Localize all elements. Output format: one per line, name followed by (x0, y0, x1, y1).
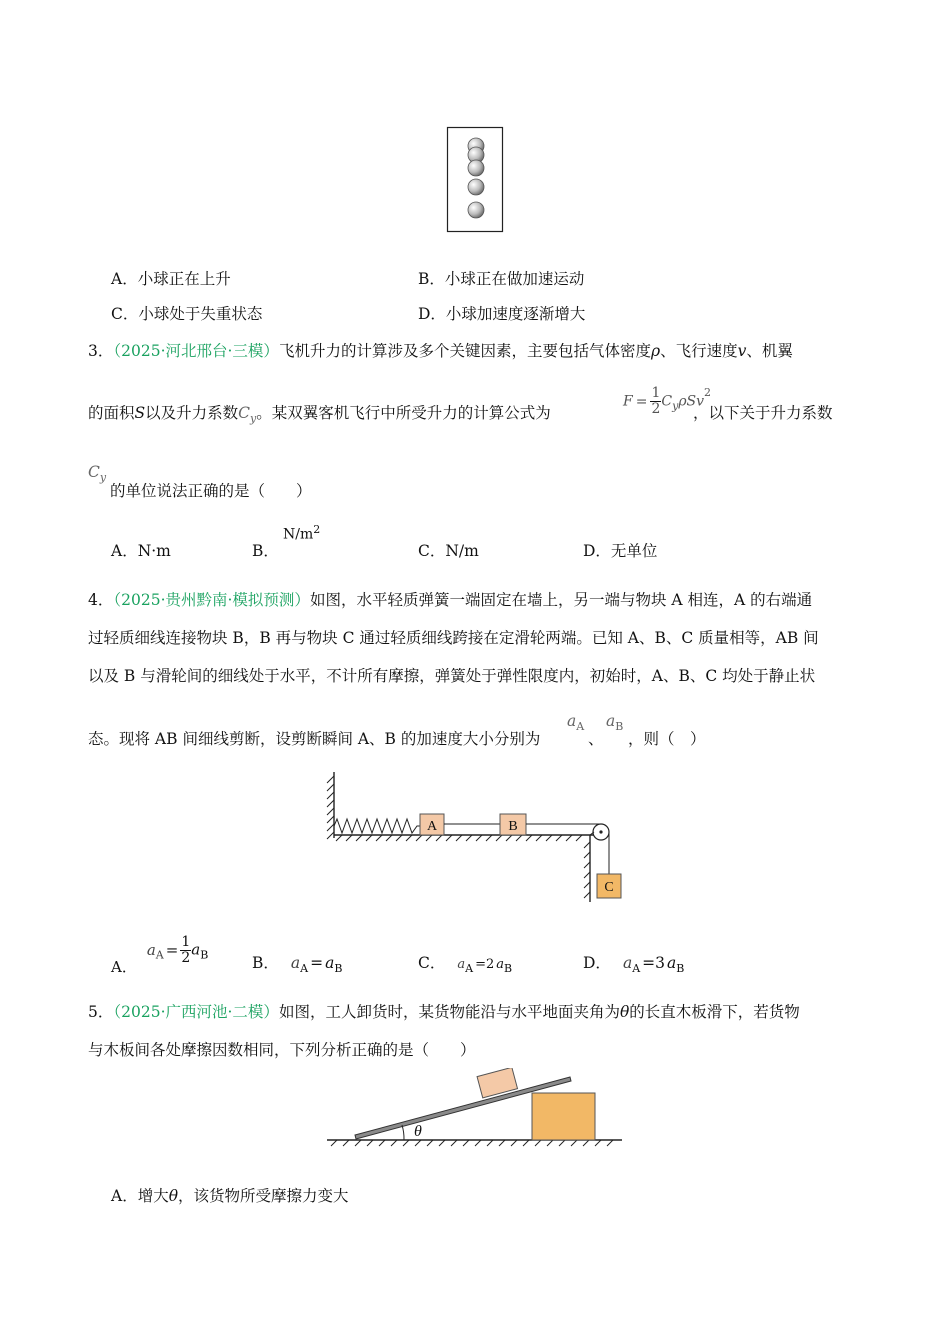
q3-source: （2025·河北邢台·三模） (113, 342, 279, 360)
theta-symbol: θ (619, 1003, 630, 1021)
q5-line2: 与木板间各处摩擦因数相同，下列分析正确的是（ ） (88, 1041, 476, 1059)
q3-text: 、飞行速度 (660, 342, 738, 360)
q4-line1 (88, 588, 812, 610)
block-c-label: C (604, 880, 614, 895)
block-a-label: A (426, 819, 438, 834)
q3-text: 飞机升力的计算涉及多个关键因素，主要包括气体密度 (278, 342, 651, 360)
q4-source: （2025·贵州黔南·模拟预测） (113, 591, 310, 609)
aA-symbol: $a_A$ (567, 712, 585, 734)
q2-option-b[interactable]: B．小球正在做加速运动 (418, 270, 585, 288)
q3-line3: 的单位说法正确的是（ ） (110, 482, 312, 500)
q3-option-d[interactable]: D．无单位 (583, 542, 658, 560)
cy-symbol: $C_y$ (238, 404, 257, 426)
q4-text: 态。现将 AB 间细线剪断，设剪断瞬间 A、B 的加速度大小分别为 (88, 730, 541, 748)
q4-option-c[interactable]: C． $a_A =2$ $a_B$ (418, 954, 513, 976)
q3-text: 、机翼 (746, 342, 793, 360)
incline-figure (322, 1068, 627, 1148)
q2-option-a[interactable]: A．小球正在上升 (111, 270, 231, 288)
q4-text: 如图，水平轻质弹簧一端固定在墙上，另一端与物块 A 相连，A 的右端通 (309, 591, 813, 609)
q3-option-b-value: $N/m^2$ (283, 523, 321, 543)
spring (334, 819, 420, 833)
ball-3 (468, 160, 484, 176)
truck-box (532, 1093, 595, 1140)
q2-option-d[interactable]: D．小球加速度逐渐增大 (418, 305, 586, 323)
q2-option-c[interactable]: C．小球处于失重状态 (111, 305, 263, 323)
q3-line2-tail: ，以下关于升力系数 (693, 404, 833, 422)
q4-line4-tail: ，则（ ） (628, 730, 706, 748)
q3-option-c[interactable]: C．N/m (418, 542, 479, 560)
q5-text: 如图，工人卸货时，某货物能沿与水平地面夹角为 (278, 1003, 620, 1021)
falling-balls-figure (445, 126, 505, 236)
cy-symbol-line3: $C_y$ (88, 463, 107, 485)
spring-pulley-figure (322, 770, 632, 905)
q4-option-a[interactable]: A．$a_A$ = $\frac{1}{2}$ $a_B$ (111, 934, 209, 976)
q3-number: 3． (88, 342, 114, 360)
q4-option-d[interactable]: D． $a_A =3$ $a_B$ (583, 954, 685, 976)
q3-option-b[interactable]: B． (252, 542, 279, 560)
q3-text: 。某双翼客机飞行中所受升力的计算公式为 (256, 404, 551, 422)
q3-text: 以及升力系数 (145, 404, 239, 422)
aB-symbol: $a_B$ (606, 712, 624, 734)
q3-line2 (88, 401, 551, 425)
theta-label: θ (414, 1123, 422, 1140)
ball-5 (468, 202, 484, 218)
s-symbol: S (134, 404, 146, 422)
q5-line1 (88, 1000, 800, 1022)
q5-number: 5． (88, 1003, 114, 1021)
q3-option-a[interactable]: A．N·m (111, 542, 171, 560)
q4-line3: 以及 B 与滑轮间的细线处于水平，不计所有摩擦，弹簧处于弹性限度内，初始时，A、B、C 均处于静止状 (88, 667, 816, 685)
q4-number: 4． (88, 591, 114, 609)
q4-line4 (88, 727, 540, 749)
q5-text: 的长直木板滑下，若货物 (629, 1003, 800, 1021)
v-symbol: v (737, 342, 747, 360)
q3-line1 (88, 339, 793, 361)
block-b-label: B (508, 819, 518, 834)
q5-option-a[interactable]: A．增大θ，该货物所受摩擦力变大 (111, 1187, 349, 1205)
ball-4 (468, 179, 484, 195)
angle-arc (402, 1125, 404, 1140)
q4-option-b[interactable]: B． $a_A = a_B$ (252, 954, 343, 976)
lift-formula: F = $\frac{1}{2}$ $C_y\rho Sv^2$ (623, 385, 712, 417)
rho-symbol: ρ (650, 342, 661, 360)
q3-text: 的面积 (88, 404, 135, 422)
q4-line2: 过轻质细线连接物块 B，B 再与物块 C 通过轻质细线跨接在定滑轮两端。已知 A、B、C 质量相等，AB 间 (88, 629, 819, 647)
q5-source: （2025·广西河池·二模） (113, 1003, 279, 1021)
q4-separator: 、 (588, 730, 604, 748)
